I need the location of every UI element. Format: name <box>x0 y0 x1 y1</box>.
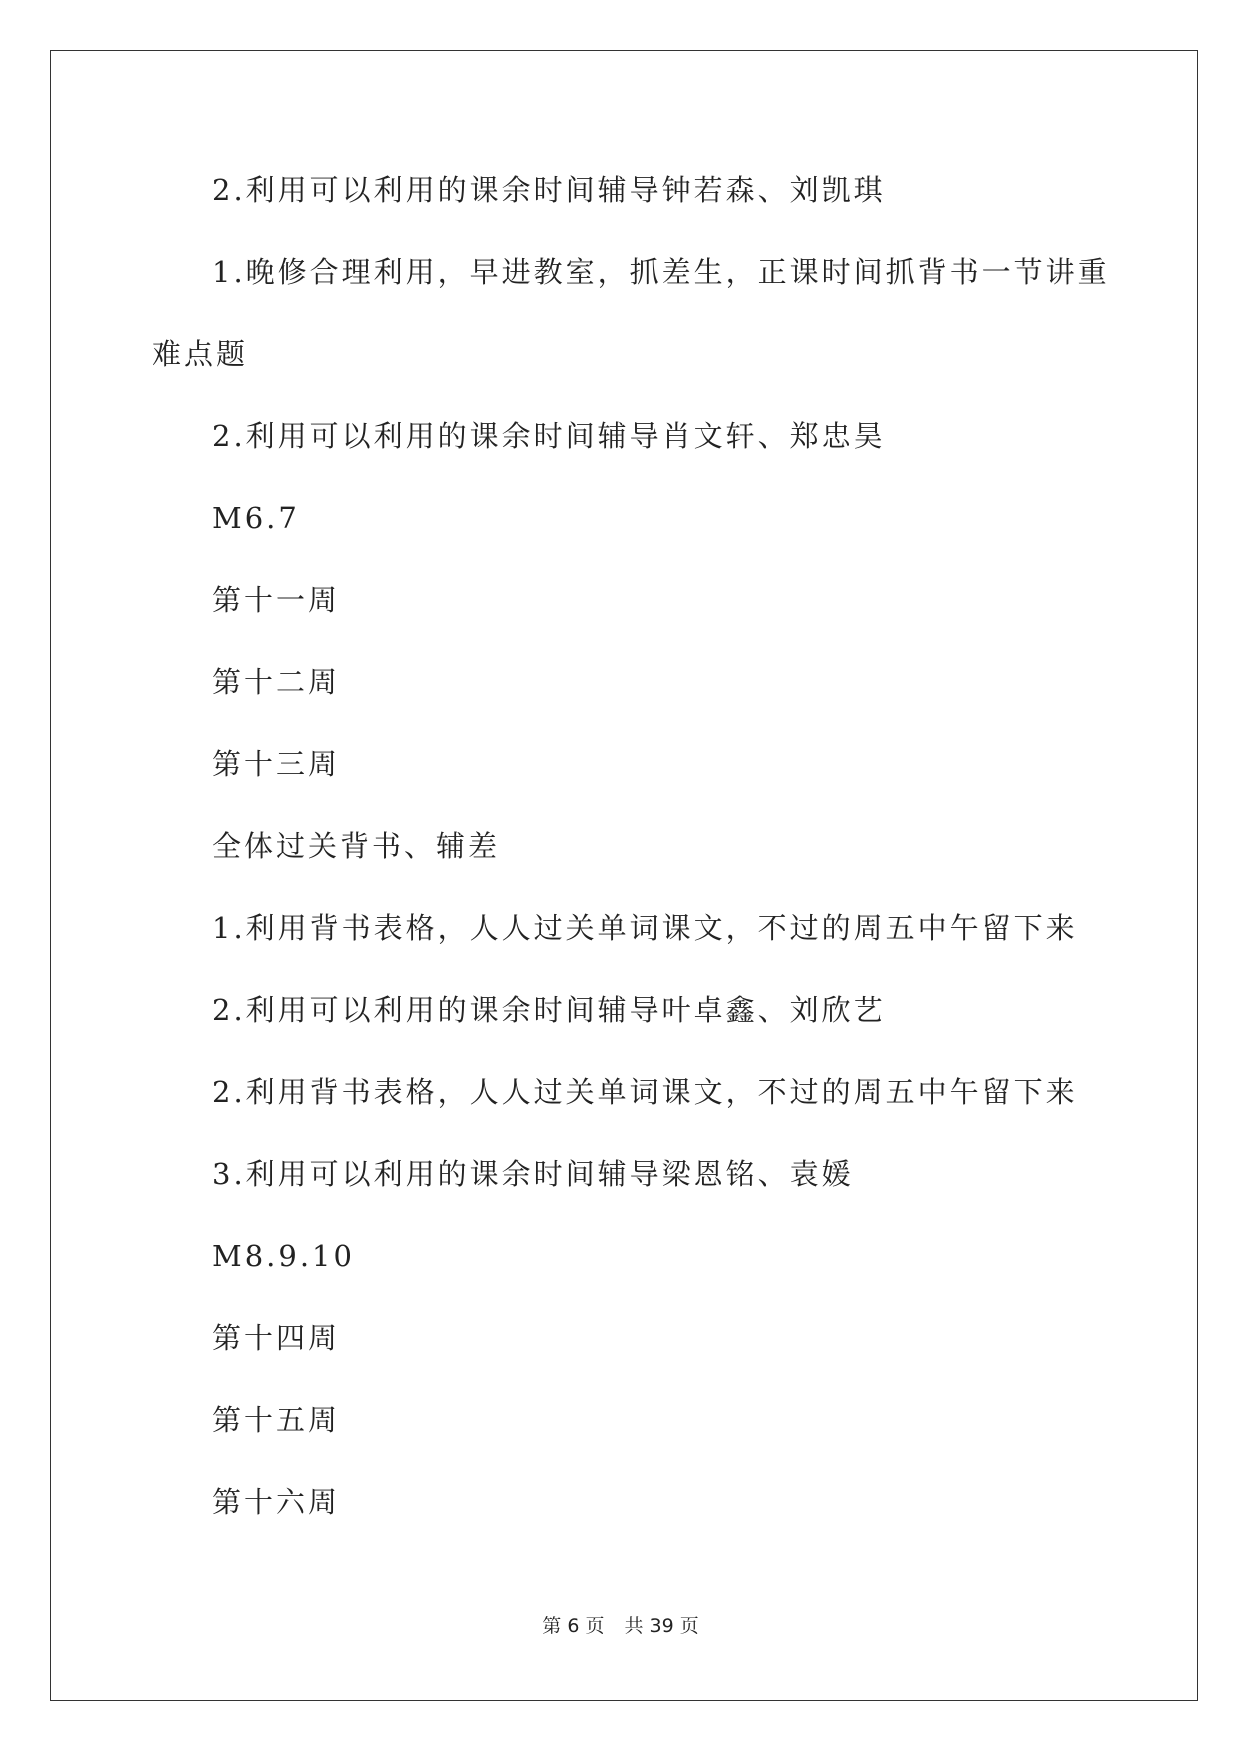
text-line-1: 2.利用可以利用的课余时间辅导钟若森、刘凯琪 <box>212 173 886 207</box>
text-line-12: 2.利用背书表格，人人过关单词课文，不过的周五中午留下来 <box>212 1075 1078 1109</box>
text-line-17: 第十六周 <box>212 1485 341 1519</box>
text-line-2: 1.晚修合理利用，早进教室，抓差生，正课时间抓背书一节讲重 <box>212 255 1110 289</box>
page-footer <box>0 1614 1241 1638</box>
text-line-14: M8.9.10 <box>212 1239 355 1273</box>
page-total: 共 39 页 <box>624 1615 699 1637</box>
page-border <box>50 50 1198 1701</box>
page-number: 第 6 页 <box>542 1615 605 1637</box>
text-line-10: 1.利用背书表格，人人过关单词课文，不过的周五中午留下来 <box>212 911 1078 945</box>
text-line-4: 2.利用可以利用的课余时间辅导肖文轩、郑忠昊 <box>212 419 886 453</box>
text-line-3: 难点题 <box>152 337 249 371</box>
text-line-7: 第十二周 <box>212 665 341 699</box>
text-line-5: M6.7 <box>212 501 300 535</box>
text-line-13: 3.利用可以利用的课余时间辅导梁恩铭、袁媛 <box>212 1157 854 1191</box>
text-line-6: 第十一周 <box>212 583 341 617</box>
text-line-16: 第十五周 <box>212 1403 341 1437</box>
text-line-9: 全体过关背书、辅差 <box>212 829 501 863</box>
text-line-11: 2.利用可以利用的课余时间辅导叶卓鑫、刘欣艺 <box>212 993 886 1027</box>
text-line-15: 第十四周 <box>212 1321 341 1355</box>
text-line-8: 第十三周 <box>212 747 341 781</box>
